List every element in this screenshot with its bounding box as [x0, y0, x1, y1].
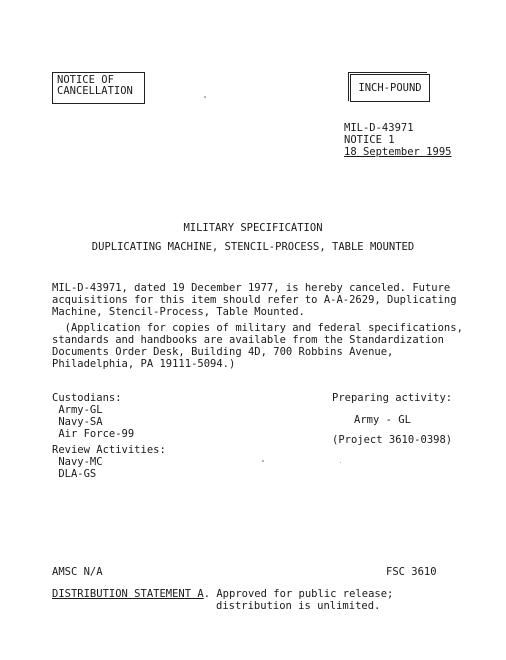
distribution-statement-text: . Approved for public release; — [203, 588, 394, 600]
review-activities-block — [52, 444, 166, 480]
project-number: (Project 3610-0398) — [332, 434, 453, 446]
distribution-statement-label: DISTRIBUTION STATEMENT A — [52, 588, 204, 600]
custodians-block — [52, 392, 134, 440]
notice-date: 18 September 1995 — [344, 146, 452, 158]
notice-of-cancellation-box: NOTICE OF CANCELLATION — [52, 72, 145, 104]
notice-number: NOTICE 1 — [344, 134, 395, 146]
inch-pound-box: INCH-POUND — [350, 74, 430, 102]
custodians-list: Army-GL Navy-SA Air Force-99 — [58, 404, 135, 440]
review-activities-list: Navy-MC DLA-GS — [58, 456, 103, 480]
document-id: MIL-D-43971 — [344, 122, 414, 134]
distribution-statement — [52, 588, 393, 600]
preparing-activity-label: Preparing activity: — [332, 392, 453, 404]
amsc-code: AMSC N/A — [52, 566, 103, 578]
cancellation-paragraph: MIL-D-43971, dated 19 December 1977, is hereby canceled. Future acquisitions for this item should refer to A-A-2629, Duplicating Machine, Stencil-Process, Table Mounted. — [52, 282, 457, 318]
application-paragraph: (Application for copies of military and federal specifications, standards and handbooks are available from the Standardization Documents Order Desk, Building 4D, 700 Robbins Avenue, Philadelphia, PA 19111-5094.) — [52, 322, 463, 370]
spec-title: MILITARY SPECIFICATION — [183, 222, 323, 234]
scan-speck — [340, 462, 341, 463]
scan-speck — [204, 96, 206, 98]
review-activities-label: Review Activities: — [52, 444, 166, 456]
distribution-statement-continuation: distribution is unlimited. — [216, 600, 381, 612]
fsc-code: FSC 3610 — [386, 566, 437, 578]
spec-subject: DUPLICATING MACHINE, STENCIL-PROCESS, TABLE MOUNTED — [91, 241, 415, 253]
scan-speck — [262, 460, 264, 462]
preparing-activity-value: Army - GL — [354, 414, 411, 426]
custodians-label: Custodians: — [52, 392, 122, 404]
